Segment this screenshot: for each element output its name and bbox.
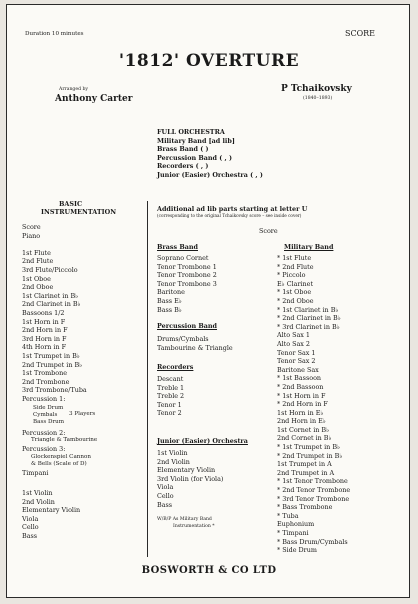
full-orchestra-line: Military Band [ad lib] [157,136,235,145]
instrument-item: Bassoons 1/2 [22,308,65,317]
instrument-item: Soprano Cornet [157,254,209,262]
percussion-band-list [157,335,233,352]
page-title: '1812' OVERTURE [118,51,300,71]
instrument-item: Tenor Trombone 3 [157,279,217,288]
instrument-item: 1st Clarinet in B♭ [22,291,79,300]
instrument-item: 3rd Trombone/Tuba [22,386,87,395]
instrument-item: Percussion 3: [22,445,66,453]
instrument-item: Tenor 2 [157,409,182,418]
instrument-item: 3rd Horn in F [22,334,67,343]
instrument-item: * 1st Flute [277,254,312,262]
instrument-item: 2nd Flute [22,257,54,266]
instrument-item: Percussion 2: [22,429,66,437]
basic-instrument-list [22,223,87,403]
publisher-name: BOSWORTH & CO LTD [141,565,277,576]
instrument-item: Percussion 1: [22,394,66,403]
brass-band-heading: Brass Band [157,243,198,251]
instrument-item: Score [22,223,41,231]
instrument-item: Tenor 1 [157,400,182,409]
instrument-item: 1st Trumpet in B♭ [22,351,80,360]
arranger-name: Anthony Carter [55,94,133,104]
sub-item: Glockenspiel Cannon [31,454,91,460]
instrument-item: * 1st Trumpet in B♭ [277,443,341,452]
instrument-item: Euphonium [277,520,315,529]
instrument-item: * 2nd Trumpet in B♭ [277,451,343,460]
instrument-item: Drums/Cymbals [157,335,209,343]
instrument-item: Viola [22,514,39,523]
instrument-item: * 3rd Tenor Trombone [277,494,350,503]
instrument-item: Elementary Violin [157,466,216,475]
instrument-item: Bass B♭ [157,305,182,314]
instrument-item: 1st Flute [22,248,51,257]
instrument-item: 1st Trumpet in A [277,460,332,469]
instrument-item: * 2nd Bassoon [277,382,324,391]
instrument-item: * 2nd Flute [277,262,314,271]
instrument-item: * 1st Clarinet in B♭ [277,305,339,314]
arranged-by-label: Arranged by [59,87,89,92]
instrument-item: Bass [157,500,173,509]
instrument-item: * Side Drum [277,546,317,555]
military-band-list [277,254,350,555]
instrument-item: E♭ Clarinet [277,279,314,288]
full-orchestra-block [157,128,263,180]
instrument-item: Descant [157,375,184,383]
instrument-item: * Bass Trombone [277,503,333,512]
instrument-item: * 3rd Clarinet in B♭ [277,322,340,331]
instrument-item: Piano [22,231,41,240]
instrument-item: * 2nd Tenor Trombone [277,486,351,495]
additional-parts-subnote: (corresponding to the original Tchaikovsky score – see inside cover) [157,213,302,218]
instrument-item: Cello [157,491,174,500]
footnote-line-2: Instrumentation * [173,524,215,529]
instrument-item: * 1st Horn in F [277,391,326,400]
instrument-item: * 1st Oboe [277,288,312,297]
instrument-item: Viola [157,483,174,492]
instrument-item: 1st Trombone [22,369,68,378]
recorders-heading: Recorders [157,363,194,371]
instrument-item: 1st Oboe [22,274,51,283]
percussion-1-sublist [33,405,64,427]
instrument-item: Tenor Trombone 2 [157,271,217,280]
instrument-item: Elementary Violin [22,506,81,515]
instrument-item: 2nd Cornet in B♭ [277,434,332,443]
sub-item: Cymbals [33,412,58,419]
basic-heading: BASIC [59,200,83,208]
full-orchestra-line: Recorders ( , ) [157,162,209,171]
instrument-item: Alto Sax 2 [277,339,310,348]
instrument-item: * 1st Bassoon [277,374,322,383]
instrument-item: * Piccolo [277,271,306,280]
instrument-item: 2nd Violin [22,497,55,506]
instrument-item: 2nd Horn in F [22,326,68,335]
recorders-list [157,375,184,418]
instrument-item: 2nd Trumpet in B♭ [22,360,83,369]
additional-parts-note: Additional ad lib parts starting at letter U [157,205,308,213]
instrument-item: 2nd Oboe [22,283,54,292]
column-divider [147,201,148,557]
composer-dates: (1840–1893) [303,96,333,101]
instrument-item: Tenor Sax 1 [277,348,316,357]
instrument-item: 1st Horn in F [22,317,66,326]
full-orchestra-line: Junior (Easier) Orchestra ( , ) [157,170,263,179]
instrument-item: Tenor Sax 2 [277,357,316,366]
instrument-item: Bass [22,531,38,540]
instrument-item: Treble 1 [157,383,185,392]
instrument-item: * Tuba [277,511,299,520]
instrument-item: 1st Horn in E♭ [277,408,324,417]
full-orchestra-line: Percussion Band ( , ) [157,153,232,162]
instrument-item: 4th Horn in F [22,343,67,352]
percussion-band-heading: Percussion Band [157,322,218,330]
instrument-item: 2nd Clarinet in B♭ [22,300,81,309]
instrument-item: Alto Sax 1 [277,331,310,340]
instrument-item: Timpani [22,469,49,477]
sub-item: Triangle & Tambourine [31,437,98,443]
duration-text: Duration 10 minutes [25,31,84,37]
sub-item: & Bells (Scale of D) [31,461,87,468]
military-band-heading: Military Band [284,243,334,251]
instrument-item: * 2nd Oboe [277,296,314,305]
full-orchestra-heading: FULL ORCHESTRA [157,128,225,136]
brass-band-list [157,254,217,314]
composer-name: P Tchaikovsky [281,84,352,94]
instrument-item: * 2nd Horn in F [277,400,328,409]
instrument-item: 2nd Trumpet in A [277,468,335,477]
instrument-item: * Timpani [277,529,309,537]
instrument-item: Bass E♭ [157,296,182,305]
instrument-item: 2nd Violin [157,457,190,466]
instrument-item: Tenor Trombone 1 [157,262,217,271]
junior-orchestra-heading: Junior (Easier) Orchestra [157,437,248,445]
instrument-item: 3rd Flute/Piccolo [22,265,78,274]
instrument-item: 2nd Trombone [22,377,70,386]
instrument-item: Cello [22,523,39,532]
basic-heading-2: INSTRUMENTATION [41,208,117,216]
instrument-item: 2nd Horn in E♭ [277,417,326,426]
instrument-item: Baritone [157,288,185,297]
instrument-item: Tambourine & Triangle [157,343,233,352]
instrument-item: Treble 2 [157,392,185,401]
instrument-item: 1st Violin [22,489,53,497]
instrument-item: * Bass Drum/Cymbals [277,537,348,546]
instrument-item: 3rd Violin (for Viola) [157,474,224,483]
score-label: SCORE [345,29,376,38]
percussion-3-sublist [31,454,91,468]
instrument-item: * 2nd Clarinet in B♭ [277,314,341,323]
score-middle: Score [259,227,278,235]
instrument-item: 1st Cornet in B♭ [277,425,330,434]
score-cover-page [6,4,410,598]
instrument-item: 1st Violin [157,449,188,457]
footnote-line-1: W/B/P As Military Band [157,517,212,522]
instrument-item: * 1st Tenor Trombone [277,477,348,486]
instrument-item: Baritone Sax [277,365,319,374]
basic-strings-list [22,489,80,541]
sub-item: Bass Drum [33,419,65,426]
junior-orchestra-list [157,449,223,509]
full-orchestra-line: Brass Band ( ) [157,145,209,154]
sub-item: Side Drum [33,405,64,411]
brace-label: 3 Players [69,411,96,417]
